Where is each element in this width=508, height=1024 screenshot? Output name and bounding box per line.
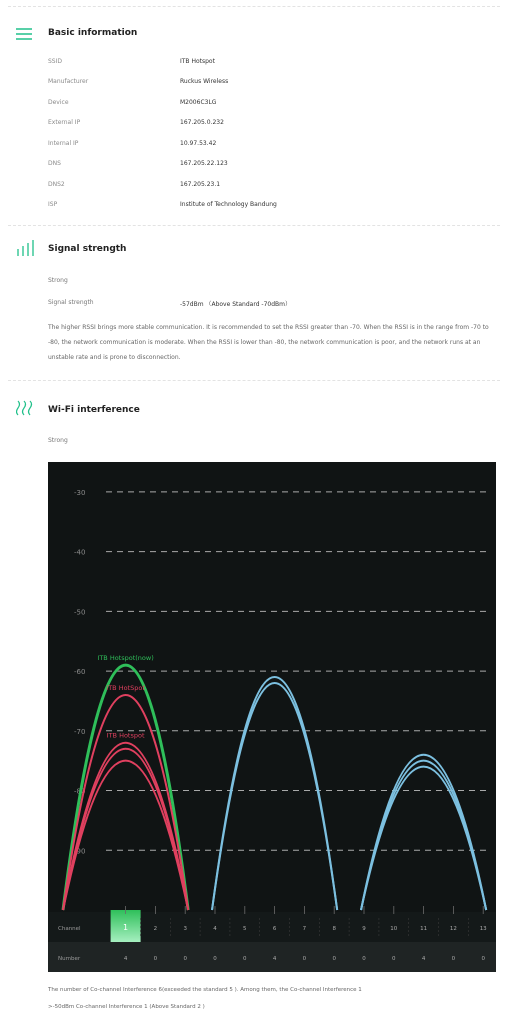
channel-label: 7 [302,926,307,932]
y-tick-label: -60 [74,668,86,677]
basic-info-title: Basic information [48,28,138,38]
dns-label: DNS [48,160,61,167]
channel-label: 9 [362,926,366,932]
channel-label: 4 [213,926,217,932]
external-ip-label: External IP [48,119,81,126]
channel-count: 4 [123,956,128,962]
interference-summary-line2: >-50dBm Co-channel Interference 1 (Above Standard 2 ) [48,1004,205,1010]
device-value: M2006C3LG [180,99,217,106]
signal-strength-label: Signal strength [48,299,94,306]
network-label: ITB HotSpot [106,683,145,692]
signal-arc [63,749,188,910]
y-tick-label: -40 [74,548,86,557]
channel-count: 0 [213,956,217,962]
channel-count: 0 [362,956,366,962]
interference-summary-line1: The number of Co-channel Interference 6(exceeded the standard 5 ). Among them, the Co-channel Interference 1 [48,987,362,993]
manufacturer-value: Ruckus Wireless [180,78,229,85]
y-tick-label: -50 [74,608,86,617]
ssid-value: ITB Hotspot [180,58,215,65]
channel-count: 0 [332,956,336,962]
counter-row-label: Number [58,956,81,962]
channel-count: 0 [392,956,396,962]
divider [8,380,500,381]
chart-svg [48,462,496,972]
network-label: ITB Hotspot [106,731,145,740]
y-tick-label: -30 [74,488,86,497]
ssid-label: SSID [48,58,63,65]
channel-label: 10 [390,926,398,932]
channel-count: 0 [243,956,247,962]
channel-label: 13 [479,926,487,932]
signal-arc [212,683,337,910]
menu-icon [16,26,32,40]
signal-description: The higher RSSI brings more stable communication. It is recommended to set the RSSI greater than -70. When the RSSI is in the range from -70 to -80, the network communication is moderate. When the RSSI is lower than -80, the network communication is poor, and the network runs at an unstable rate and is prone to disconnection. [48,324,489,361]
external-ip-value: 167.205.0.232 [180,119,224,126]
channel-label: 3 [183,926,187,932]
channel-row-label: Channel [58,926,81,932]
wifi-waves-icon [16,400,34,416]
dns-value: 167.205.22.123 [180,160,228,167]
divider [8,6,500,7]
channel-label: 6 [272,926,277,932]
device-label: Device [48,99,69,106]
channel-label: 2 [153,926,158,932]
wifi-interference-title: Wi-Fi interference [48,405,140,415]
internal-ip-value: 10.97.53.42 [180,140,217,147]
divider [8,225,500,226]
signal-status: Strong [48,277,68,284]
manufacturer-label: Manufacturer [48,78,89,85]
y-tick-label: -80 [74,787,86,796]
network-label: ITB Hotspot(now) [97,654,154,663]
channel-count: 0 [302,956,307,962]
channel-count: 0 [451,956,456,962]
channel-interference-chart [48,462,496,972]
channel-count: 0 [183,956,187,962]
isp-label: ISP [48,201,58,208]
channel-count: 0 [153,956,158,962]
signal-arc [63,665,188,910]
channel-label: 1 [123,923,129,932]
y-tick-label: -70 [74,727,86,736]
channel-count: 4 [272,956,277,962]
channel-label: 5 [243,926,247,932]
isp-value: Institute of Technology Bandung [180,201,277,208]
channel-label: 12 [449,926,457,932]
dns2-label: DNS2 [48,181,65,188]
interference-status: Strong [48,437,68,444]
signal-arc [361,767,486,910]
signal-strength-title: Signal strength [48,244,127,254]
channel-count: 4 [421,956,426,962]
channel-count: 0 [481,956,485,962]
signal-bars-icon [16,240,34,256]
channel-label: 11 [420,926,428,932]
channel-label: 8 [332,926,336,932]
dns2-value: 167.205.23.1 [180,181,221,188]
y-tick-label: -90 [74,847,86,856]
signal-strength-value: -57dBm （Above Standard -70dBm） [180,301,291,308]
internal-ip-label: Internal IP [48,140,79,147]
